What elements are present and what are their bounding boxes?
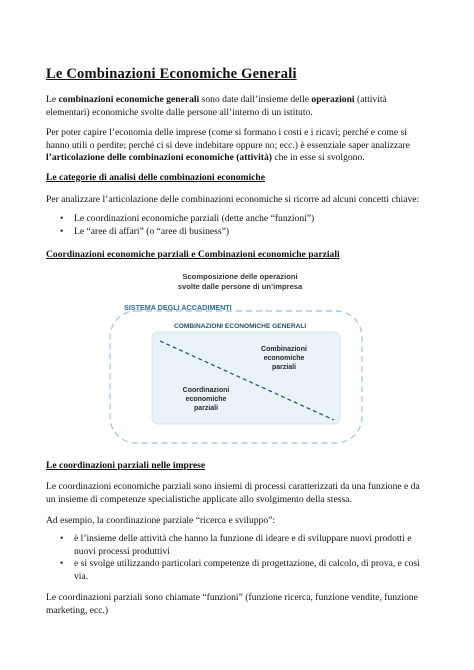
intro-text: (attività elementari) economiche svolte dalle persone all’interno di un istituto. bbox=[46, 94, 387, 118]
left-label-line1: Coordinazioni bbox=[182, 387, 230, 394]
section3-paragraph3: Le coordinazioni parziali sono chiamate “funzioni” (funzione ricerca, funzione vendite, funzione marketing, ecc.) bbox=[46, 592, 418, 616]
list-item: • Le coordinazioni economiche parziali (dette anche “funzioni”) bbox=[58, 213, 428, 226]
left-label-line2: economiche bbox=[185, 396, 227, 403]
diagram bbox=[108, 268, 366, 446]
diagram-title-line2: svolte dalle persone di un’impresa bbox=[177, 282, 303, 291]
right-label-line2: economiche bbox=[263, 355, 305, 362]
right-label-line3: parziali bbox=[271, 364, 297, 371]
intro-bold-term: combinazioni economiche generali bbox=[58, 94, 200, 105]
list-item: • è l’insieme delle attività che hanno la funzione di ideare e di sviluppare nuovi prodotti e nuovi processi produttivi bbox=[58, 533, 428, 558]
diagram-svg bbox=[108, 268, 366, 446]
page-title: Le Combinazioni Economiche Generali bbox=[46, 66, 297, 82]
section-heading-imprese: Le coordinazioni parziali nelle imprese bbox=[46, 460, 206, 471]
inner-combinations-label: COMBINAZIONI ECONOMICHE GENERALI bbox=[174, 323, 307, 330]
section1-paragraph: Per analizzare l’articolazione delle combinazioni economiche si ricorre ad alcuni concetti chiave: bbox=[46, 194, 420, 205]
inner-combinations-box bbox=[152, 332, 340, 424]
section-heading-coordinazioni: Coordinazioni economiche parziali e Combinazioni economiche parziali bbox=[46, 249, 340, 260]
intro-text: Le bbox=[46, 94, 59, 105]
paragraph-text: che in esse si svolgono. bbox=[271, 152, 365, 164]
list-item: • Le “aree di affari” (o “aree di business”) bbox=[58, 226, 428, 239]
second-paragraph bbox=[46, 127, 428, 165]
section3-paragraph2: Ad esempio, la coordinazione parziale “ricerca e sviluppo”: bbox=[46, 515, 276, 526]
intro-text: sono date dall’insieme delle bbox=[199, 94, 312, 105]
outer-system-label: SISTEMA DEGLI ACCADIMENTI bbox=[124, 303, 232, 312]
intro-bold-term: operazioni bbox=[311, 94, 355, 105]
intro-paragraph bbox=[46, 94, 428, 119]
paragraph-bold-term: l’articolazione delle combinazioni economiche (attività) bbox=[46, 152, 272, 164]
section1-bullet-list bbox=[58, 213, 428, 238]
section3-bullet-list bbox=[58, 533, 428, 583]
section-heading-categorie: Le categorie di analisi delle combinazioni economiche bbox=[46, 172, 266, 183]
list-item: • e si svolge utilizzando particolari competenze di progettazione, di calcolo, di prova, e così via. bbox=[58, 558, 428, 583]
paragraph-text: Per poter capire l’economia delle imprese (come si formano i costi e i ricavi; perché e come si hanno utili o perdite; perché ci si deve indebitare oppure no; ecc.) è essenziale saper analizzare bbox=[46, 127, 410, 151]
left-label-line3: parziali bbox=[193, 405, 219, 412]
right-label-line1: Combinazioni bbox=[261, 346, 307, 353]
section3-paragraph1: Le coordinazioni economiche parziali sono insiemi di processi caratterizzati da una funzione e da un insieme di competenze specialistiche applicate allo svolgimento della stessa. bbox=[46, 481, 420, 505]
diagram-title-line1: Scomposizione delle operazioni bbox=[182, 272, 298, 281]
